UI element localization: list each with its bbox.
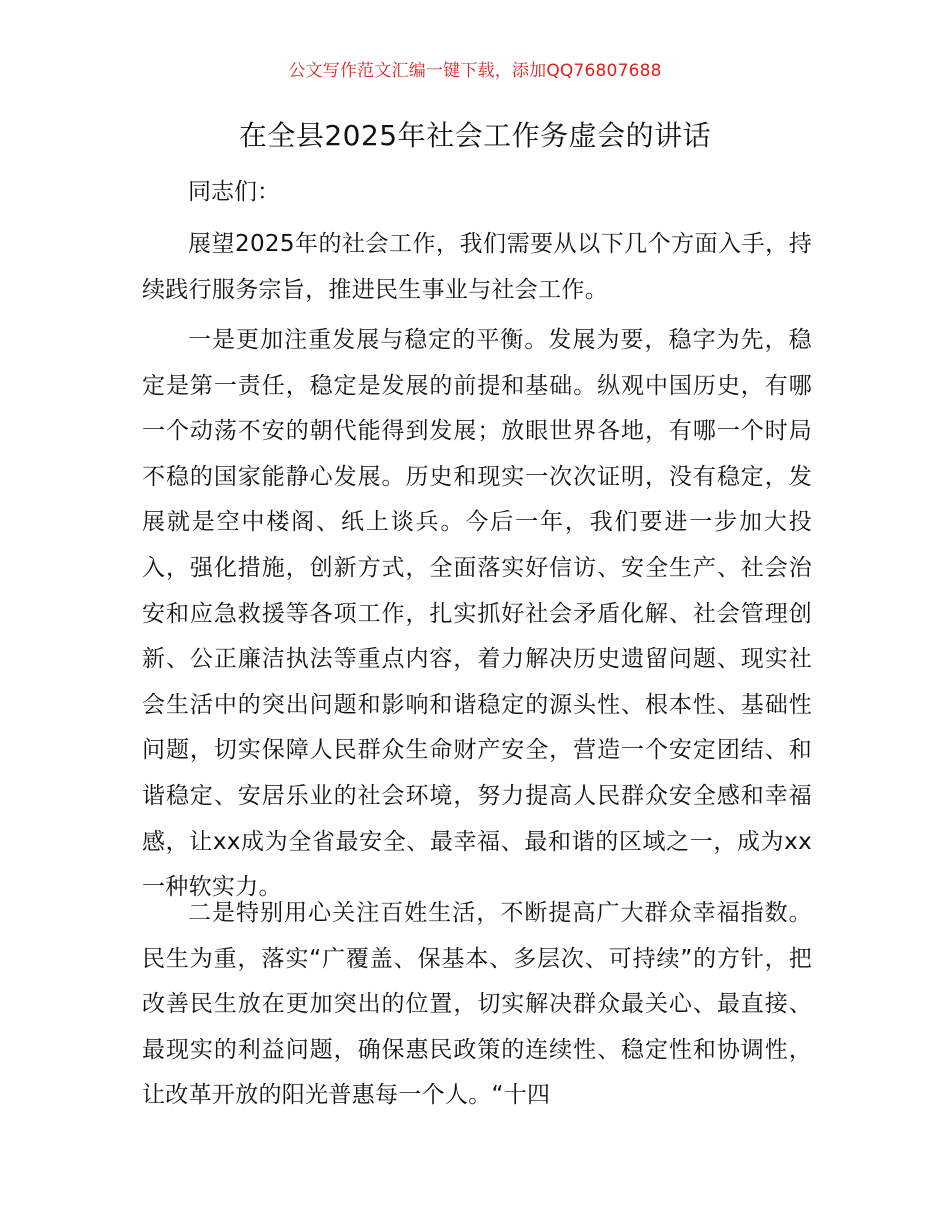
paragraph-stability: 一是更加注重发展与稳定的平衡。发展为要，稳字为先，稳定是第一责任，稳定是发展的前提和基础。纵观中国历史，有哪一个动荡不安的朝代能得到发展；放眼世界各地，有哪一个时局不稳的国家能静心发展。历史和现实一次次证明，没有稳定，发展就是空中楼阁、纸上谈兵。今后一年，我们要进一步加大投入，强化措施，创新方式，全面落实好信访、安全生产、社会治安和应急救援等各项工作，扎实抓好社会矛盾化解、社会管理创新、公正廉洁执法等重点内容，着力解决历史遗留问题、现实社会生活中的突出问题和影响和谐稳定的源头性、根本性、基础性问题，切实保障人民群众生命财产安全，营造一个安定团结、和谐稳定、安居乐业的社会环境，努力提高人民群众安全感和幸福感，让xx成为全省最安全、最幸福、最和谐的区域之一，成为xx一种软实力。 [142,327,812,901]
paragraph-intro: 展望2025年的社会工作，我们需要从以下几个方面入手，持续践行服务宗旨，推进民生事业与社会工作。 [142,231,812,303]
paragraph-livelihood: 二是特别用心关注百姓生活，不断提高广大群众幸福指数。民生为重，落实“广覆盖、保基本、多层次、可持续”的方针，把改善民生放在更加突出的位置，切实解决群众最关心、最直接、最现实的利益问题，确保惠民政策的连续性、稳定性和协调性，让改革开放的阳光普惠每一个人。“十四 [142,900,812,1109]
page-title: 在全县2025年社会工作务虚会的讲话 [238,119,712,152]
download-banner: 公文写作范文汇编一键下载，添加QQ76807688 [288,61,662,81]
salutation: 同志们： [188,179,280,205]
